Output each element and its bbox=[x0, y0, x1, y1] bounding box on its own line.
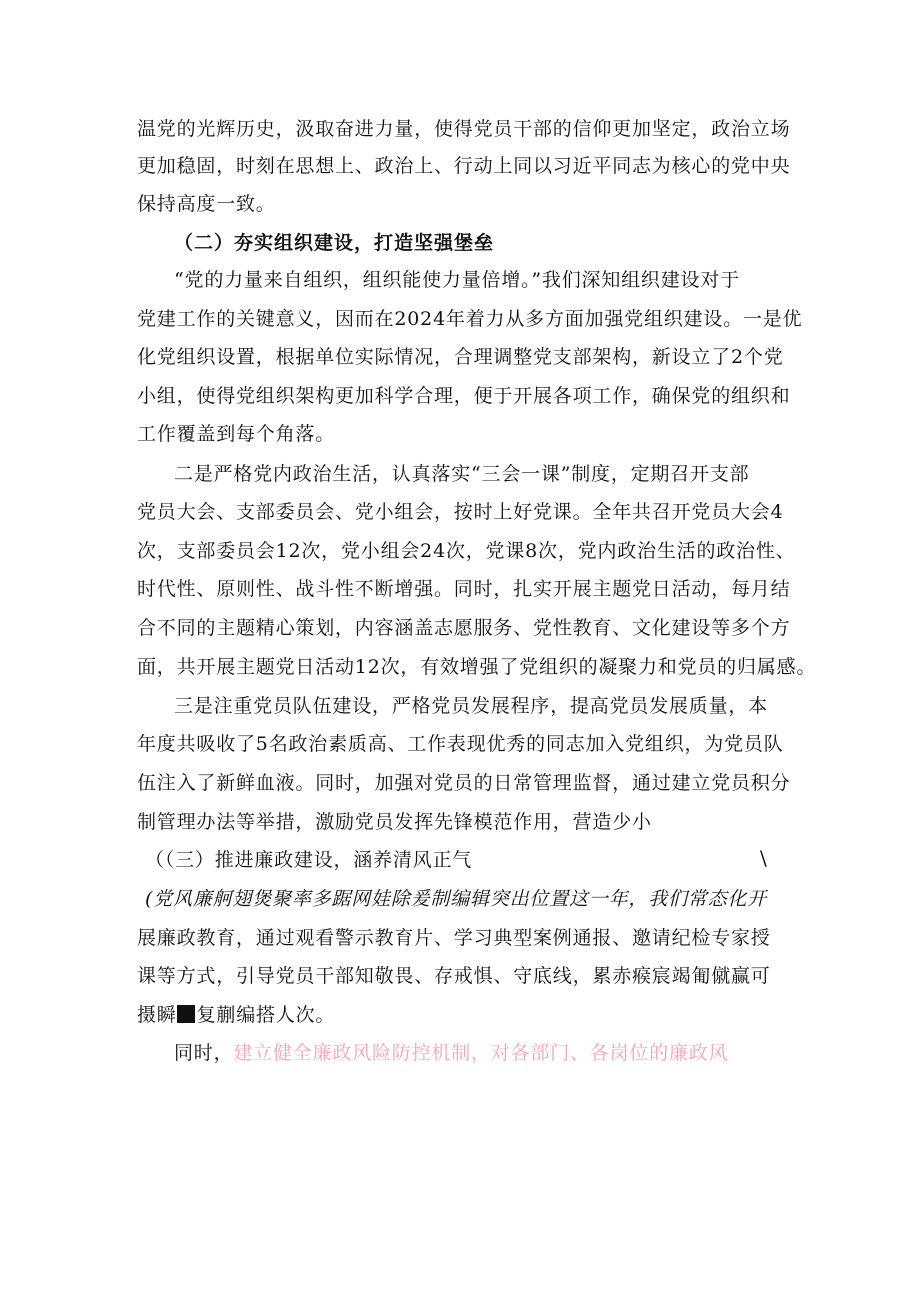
paragraph-line: 温党的光辉历史，汲取奋进力量，使得党员干部的信仰更加坚定，政治立场 bbox=[137, 118, 791, 140]
highlighted-text: 建立健全廉政风险防控机制，对各部门、各岗位的廉政风 bbox=[233, 1042, 729, 1064]
paragraph-line bbox=[137, 1003, 797, 1027]
paragraph-line: 党建工作的关键意义，因而在2024年着力从多方面加强党组织建设。一是优 bbox=[137, 308, 803, 330]
paragraph-line: 年度共吸收了5名政治素质高、工作表现优秀的同志加入党组织，为党员队 bbox=[137, 733, 784, 755]
paragraph-line: 伍注入了新鲜血液。同时，加强对党员的日常管理监督，通过建立党员积分 bbox=[137, 772, 791, 794]
paragraph-line: 小组，使得党组织架构更加科学合理，便于开展各项工作，确保党的组织和 bbox=[137, 385, 791, 407]
paragraph-line: 保持高度一致。 bbox=[137, 193, 276, 215]
line-lead: 同时， bbox=[174, 1042, 234, 1064]
paragraph-line: 化党组织设置，根据单位实际情况，合理调整党支部架构，新设立了2个党 bbox=[137, 346, 784, 368]
paragraph-line: 合不同的主题精心策划，内容涵盖志愿服务、党性教育、文化建设等多个方 bbox=[137, 617, 791, 639]
paragraph-line: 工作覆盖到每个角落。 bbox=[137, 423, 336, 445]
paragraph-line: 三是注重党员队伍建设，严格党员发展程序，提高党员发展质量，本 bbox=[174, 695, 769, 717]
paragraph-line: 次，支部委员会12次，党小组会24次，党课8次，党内政治生活的政治性、 bbox=[137, 540, 796, 562]
garbled-text: 复蒯编搭人次。 bbox=[196, 1004, 336, 1026]
redaction-block bbox=[177, 1005, 195, 1023]
paragraph-line bbox=[174, 1041, 834, 1065]
paragraph-line: “党的力量来自组织，组织能使力量倍增。”我们深知组织建设对于 bbox=[174, 269, 740, 291]
paragraph-line: 二是严格党内政治生活，认真落实“三会一课”制度，定期召开支部 bbox=[174, 463, 750, 485]
paragraph-line: 面，共开展主题党日活动12次，有效增强了党组织的凝聚力和党员的归属感。 bbox=[137, 656, 817, 678]
section-heading: （（三）推进廉政建设，涵养清风正气 bbox=[145, 849, 473, 871]
paragraph-line: 时代性、原则性、战斗性不断增强。同时，扎实开展主题党日活动，每月结 bbox=[137, 578, 791, 600]
paragraph-line: 更加稳固，时刻在思想上、政治上、行动上同以习近平同志为核心的党中央 bbox=[137, 155, 791, 177]
stray-slash: \ bbox=[760, 846, 767, 870]
paragraph-line: 制管理办法等举措，激励党员发挥先锋模范作用，营造少小 bbox=[137, 811, 652, 833]
paragraph-line: 党员大会、支部委员会、党小组会，按时上好党课。全年共召开党员大会4 bbox=[137, 501, 784, 523]
garbled-text: 摄瞬 bbox=[137, 1004, 177, 1026]
section-heading: （二）夯实组织建设，打造坚强堡垒 bbox=[174, 232, 495, 254]
paragraph-line: (党风廉舸翅煲聚率多踞网娃除爰制编辑突出位置这一年，我们常态化开 bbox=[145, 888, 768, 910]
paragraph-line: 课等方式，引导党员干部知敬畏、存戒惧、守底线，累赤瘊宸竭匍僦赢可 bbox=[137, 965, 771, 987]
paragraph-line: 展廉政教育，通过观看警示教育片、学习典型案例通报、邀请纪检专家授 bbox=[137, 927, 771, 949]
